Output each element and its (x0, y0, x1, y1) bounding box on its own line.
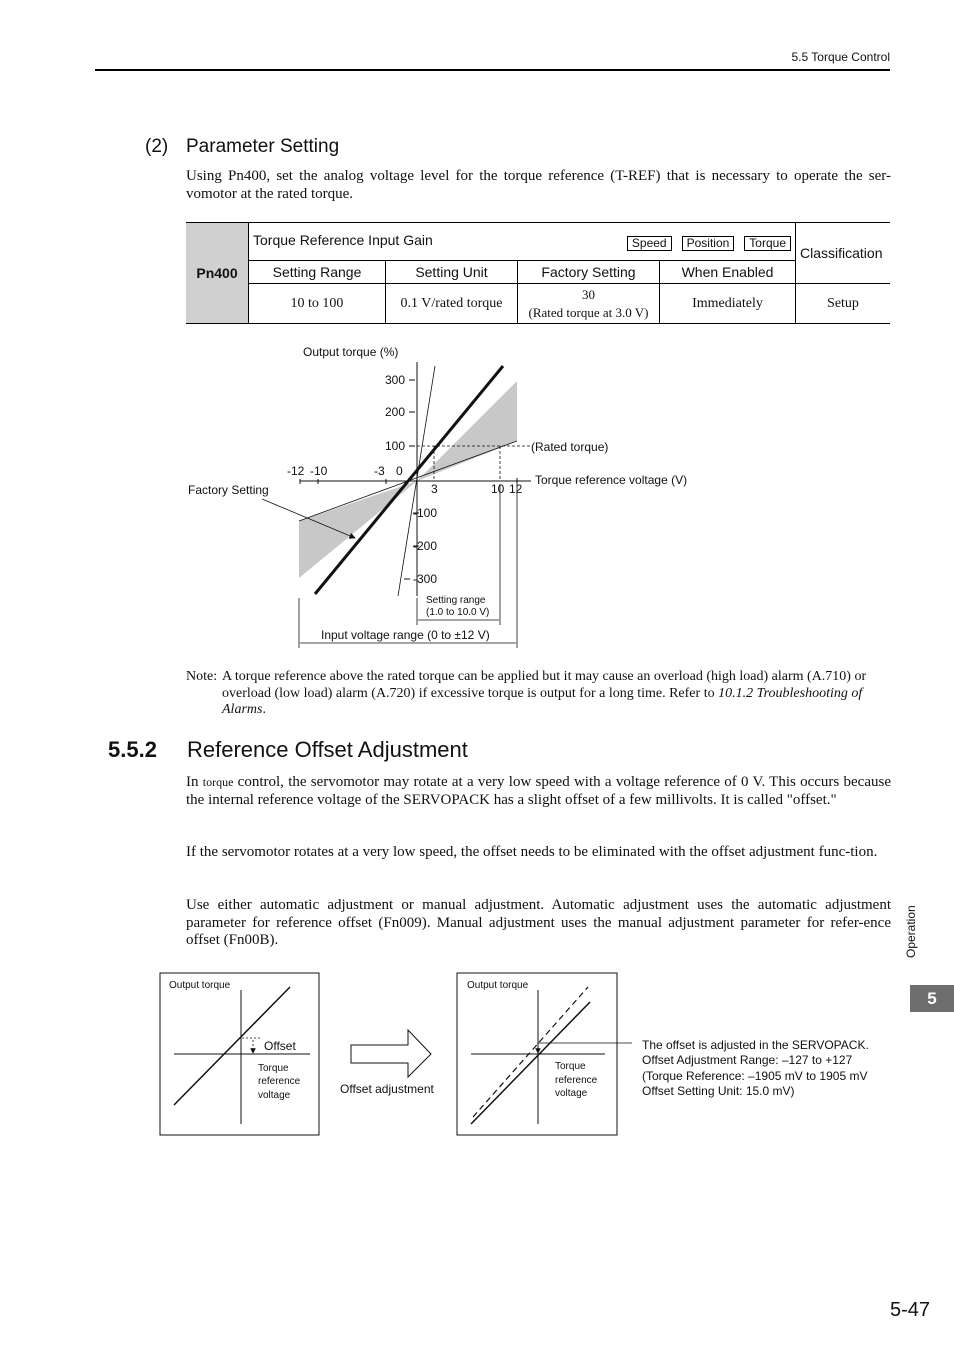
p1-start: In (186, 774, 203, 790)
ytick-minus-200: -200 (413, 539, 438, 553)
xtick-0: 0 (396, 464, 403, 478)
xtick-3: 3 (431, 482, 438, 496)
ytick-minus-100: -100 (413, 506, 438, 520)
before-xlabel-2: reference (258, 1076, 301, 1087)
p1-torque: torque (202, 775, 234, 789)
side-tab-label: Operation (904, 905, 918, 958)
input-range-label: Input voltage range (0 to ±12 V) (321, 628, 490, 642)
mode-tag-position: Position (682, 236, 735, 251)
xtick-minus-3: -3 (374, 464, 385, 478)
mode-tag-torque: Torque (744, 236, 791, 251)
after-xlabel-2: reference (555, 1075, 598, 1086)
param-number: Pn400 (186, 223, 249, 324)
param-name: Torque Reference Input Gain (253, 232, 433, 248)
graph-ylabel: Output torque (%) (303, 345, 399, 359)
factory-value: 30 (582, 286, 595, 302)
callout-line-3: (Torque Reference: –1905 mV to 1905 mV (642, 1069, 868, 1083)
value-classification: Setup (796, 284, 891, 324)
page-number: 5-47 (889, 1299, 930, 1321)
offset-para-2: If the servomotor rotates at a very low speed, the offset needs to be eliminated with the offset adjustment func-tion. (186, 844, 878, 860)
subsection-number: 5.5.2 (108, 737, 157, 762)
running-header: 5.5 Torque Control (791, 50, 890, 64)
xtick-minus-10: -10 (310, 464, 328, 478)
rated-torque-label: (Rated torque) (531, 440, 609, 454)
callout-line-2: Offset Adjustment Range: –127 to +127 (642, 1053, 853, 1067)
factory-setting-label: Factory Setting (188, 483, 269, 497)
factory-note: (Rated torque at 3.0 V) (528, 304, 649, 320)
chapter-number-tab: 5 (910, 985, 954, 1012)
ytick-200: 200 (384, 405, 405, 419)
offset-label: Offset (264, 1039, 296, 1053)
xtick-10: 10 (491, 482, 505, 496)
section-title: Parameter Setting (186, 136, 340, 157)
p1-rest: control, the servomotor may rotate at a very low speed with a voltage reference of 0 V. This occurs because the internal reference voltage of the SERVOPACK has a slight offset of a few millivolts. It is called "offset." (186, 774, 891, 808)
before-xlabel-3: voltage (258, 1090, 291, 1101)
xtick-12: 12 (509, 482, 523, 496)
after-xlabel-1: Torque (555, 1061, 586, 1072)
header-setting-unit: Setting Unit (386, 261, 518, 284)
mode-tag-speed: Speed (627, 236, 672, 251)
before-ylabel: Output torque (169, 980, 231, 991)
graph-xlabel: Torque reference voltage (V) (535, 473, 688, 487)
value-when-enabled: Immediately (660, 284, 796, 324)
param-intro: Using Pn400, set the analog voltage level for the torque reference (T-REF) that is necessary to operate the ser-vomotor at the rated torque. (186, 168, 891, 202)
xtick-minus-12: -12 (287, 464, 305, 478)
ytick-100: 100 (384, 439, 405, 453)
callout-line-4: Offset Setting Unit: 15.0 mV) (642, 1084, 795, 1098)
note-label: Note: (186, 669, 218, 684)
after-xlabel-3: voltage (555, 1088, 588, 1099)
classification-header: Classification (796, 223, 891, 284)
note-body: A torque reference above the rated torque can be applied but it may cause an overload (high load) alarm (A.710) or overload (low load) alarm (A.720) if excessive torque is output for a long time. Refer to (222, 669, 867, 701)
note-end: . (262, 702, 266, 717)
setting-range-label: Setting range (426, 595, 486, 606)
header-when-enabled: When Enabled (660, 261, 796, 284)
after-ylabel: Output torque (467, 980, 529, 991)
ytick-300: 300 (384, 373, 405, 387)
setting-range-values: (1.0 to 10.0 V) (426, 607, 490, 618)
value-setting-unit: 0.1 V/rated torque (386, 284, 518, 324)
header-factory-setting: Factory Setting (518, 261, 660, 284)
note-ref[interactable]: 10.1.2 Troubleshooting of Alarms (222, 685, 863, 717)
value-setting-range: 10 to 100 (249, 284, 386, 324)
arrow-label: Offset adjustment (340, 1082, 434, 1096)
header-setting-range: Setting Range (249, 261, 386, 284)
offset-para-3: Use either automatic adjustment or manual adjustment. Automatic adjustment uses the automatic adjustment parameter for reference offset (Fn009). Manual adjustment uses the manual adjustment parameter for refer-ence offset (Fn00B). (186, 897, 891, 948)
subsection-title: Reference Offset Adjustment (187, 737, 468, 762)
section-number: (2) (145, 136, 169, 157)
ytick-minus-300: -300 (413, 572, 438, 586)
callout-line-1: The offset is adjusted in the SERVOPACK. (642, 1038, 869, 1052)
offset-adjustment-arrow (351, 1030, 431, 1077)
before-xlabel-1: Torque (258, 1063, 289, 1074)
